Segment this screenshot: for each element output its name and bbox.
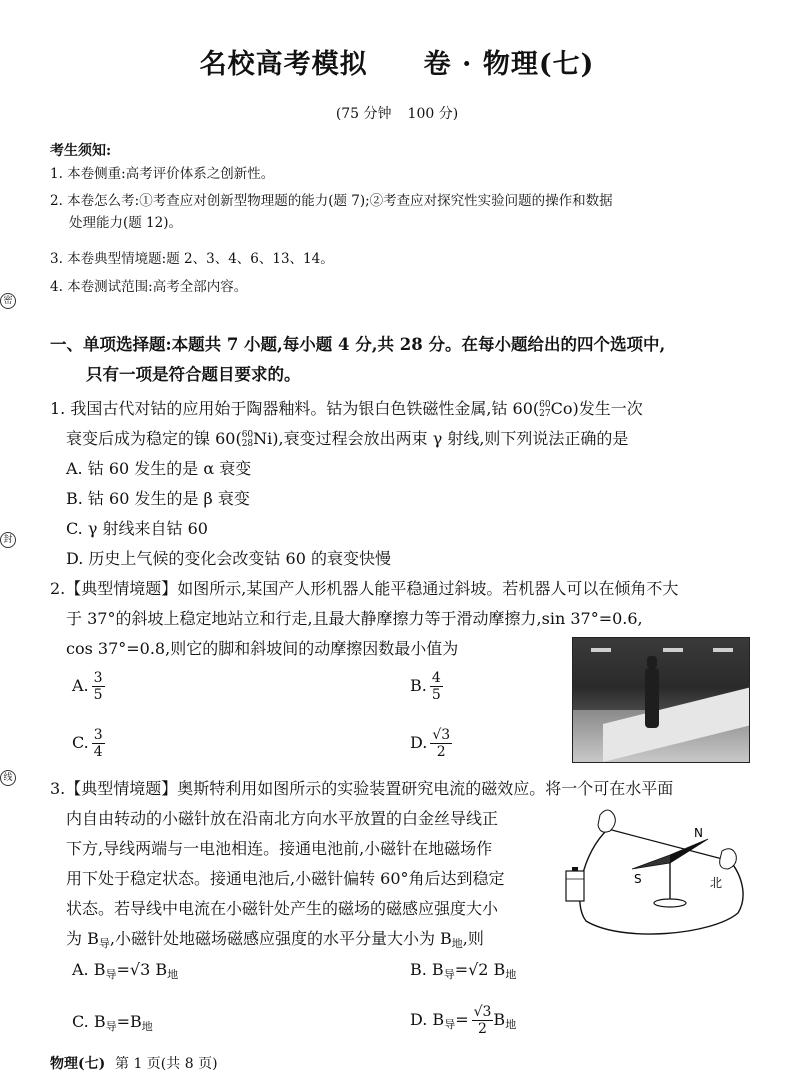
binding-mark-1: 密 [0, 293, 16, 309]
page-footer [50, 1053, 218, 1073]
q3-option-b: B. $B_导=√2$ $B_地$ [410, 960, 517, 981]
label-north: N [694, 826, 703, 840]
q1-option-a: A. 钴 60 发生的是 α 衰变 [66, 459, 252, 478]
q3-line-2: 内自由转动的小磁针放在沿南北方向水平放置的白金丝导线正 [66, 809, 499, 828]
co-atomic-number: 27 [539, 408, 551, 419]
q1-option-c: C. γ 射线来自钴 60 [66, 519, 208, 538]
co-symbol: Co [550, 399, 573, 418]
q3-line-5: 状态。若导线中电流在小磁针处产生的磁场的磁感应强度大小 [66, 899, 499, 918]
section-line-2: 只有一项是符合题目要求的。 [86, 365, 301, 384]
robot-head-icon [647, 656, 657, 668]
q2-option-d: D. $\frac{√3}{2}$ [410, 727, 451, 760]
q1-option-b: B. 钴 60 发生的是 β 衰变 [66, 489, 250, 508]
q3-line-1: 3.【典型情境题】奥斯特利用如图所示的实验装置研究电流的磁效应。将一个可在水平面 [50, 779, 674, 798]
binding-mark-3: 线 [0, 770, 16, 786]
q2-option-a: A. $\frac{3}{5}$ [72, 670, 103, 703]
notice-item-2-line1: 2. 本卷怎么考:①考查应对创新型物理题的能力(题 7);②考查应对探究性实验问题的操作和数据 [50, 193, 613, 209]
q2-option-b: B. $\frac{4}{5}$ [410, 670, 441, 703]
title-left: 名校高考模拟 [199, 49, 368, 80]
q3-line-6: 为 $B_导$,小磁针处地磁场磁感应强度的水平分量大小为 $B_地$,则 [66, 929, 484, 950]
q2-option-c: C. $\frac{3}{4}$ [72, 727, 103, 760]
notice-heading: 考生须知: [50, 143, 112, 159]
question-1 [50, 394, 760, 574]
left-hand-icon [598, 810, 615, 832]
notice-item-3: 3. 本卷典型情境题:题 2、3、4、6、13、14。 [50, 251, 334, 267]
q2-line-1: 2.【典型情境题】如图所示,某国产人形机器人能平稳通过斜坡。若机器人可以在倾角不大 [50, 579, 679, 598]
notice-item-1: 1. 本卷侧重:高考评价体系之创新性。 [50, 166, 275, 182]
title-right: 卷 · 物理(七) [423, 49, 595, 80]
q3-option-c: C. $B_导=B_地$ [72, 1012, 153, 1033]
ni-symbol: Ni [253, 429, 273, 448]
notice-item-2 [50, 190, 750, 234]
exam-meta [0, 103, 794, 123]
binding-mark-2: 封 [0, 532, 16, 548]
q3-line-4: 用下处于稳定状态。接通电池后,小磁针偏转 60°角后达到稳定 [66, 869, 505, 888]
ni-atomic-number: 28 [241, 438, 254, 449]
q1-option-d: D. 历史上气候的变化会改变钴 60 的衰变快慢 [66, 549, 391, 568]
notice-item-4: 4. 本卷测试范围:高考全部内容。 [50, 279, 248, 295]
robot-photo [572, 637, 750, 763]
q1-line-1: 1. 我国古代对钴的应用始于陶器釉料。钴为银白色铁磁性金属,钴 60( 60 27 Co)发生一次 [50, 399, 643, 419]
section-heading [50, 330, 762, 390]
q3-option-a: A. $B_导=√3$ $B_地$ [72, 960, 179, 981]
oersted-figure [562, 793, 752, 943]
battery-icon [566, 871, 584, 901]
exam-duration: (75 分钟 [335, 106, 392, 122]
section-line-1: 一、单项选择题:本题共 7 小题,每小题 4 分,共 28 分。在每小题给出的四个选项中, [50, 335, 666, 354]
exam-score: 100 分) [407, 106, 459, 122]
q2-line-2: 于 37°的斜坡上稳定地站立和行走,且最大静摩擦力等于滑动摩擦力,sin 37°=0.6, [66, 609, 643, 628]
q2-line-3: cos 37°=0.8,则它的脚和斜坡间的动摩擦因数最小值为 [66, 639, 459, 658]
q3-option-d: D. $B_导=$ $\frac{√3}{2}$ $B_地$ [410, 1004, 517, 1037]
ni-mass-number: 60 [241, 429, 254, 440]
robot-body-icon [645, 668, 659, 728]
co-mass-number: 60 [539, 399, 551, 410]
notice-item-2-line2: 处理能力(题 12)。 [69, 215, 183, 231]
page-title [0, 42, 794, 81]
q3-line-3: 下方,导线两端与一电池相连。接通电池前,小磁针在地磁场作 [66, 839, 493, 858]
label-bei: 北 [710, 876, 723, 890]
footer-page: 第 1 页(共 8 页) [115, 1056, 218, 1072]
q1-line-2: 衰变后成为稳定的镍 60( 60 28 Ni),衰变过程会放出两束 γ 射线,则下列说法正确的是 [66, 429, 629, 449]
footer-subject: 物理(七) [50, 1056, 106, 1072]
label-south: S [634, 872, 642, 886]
